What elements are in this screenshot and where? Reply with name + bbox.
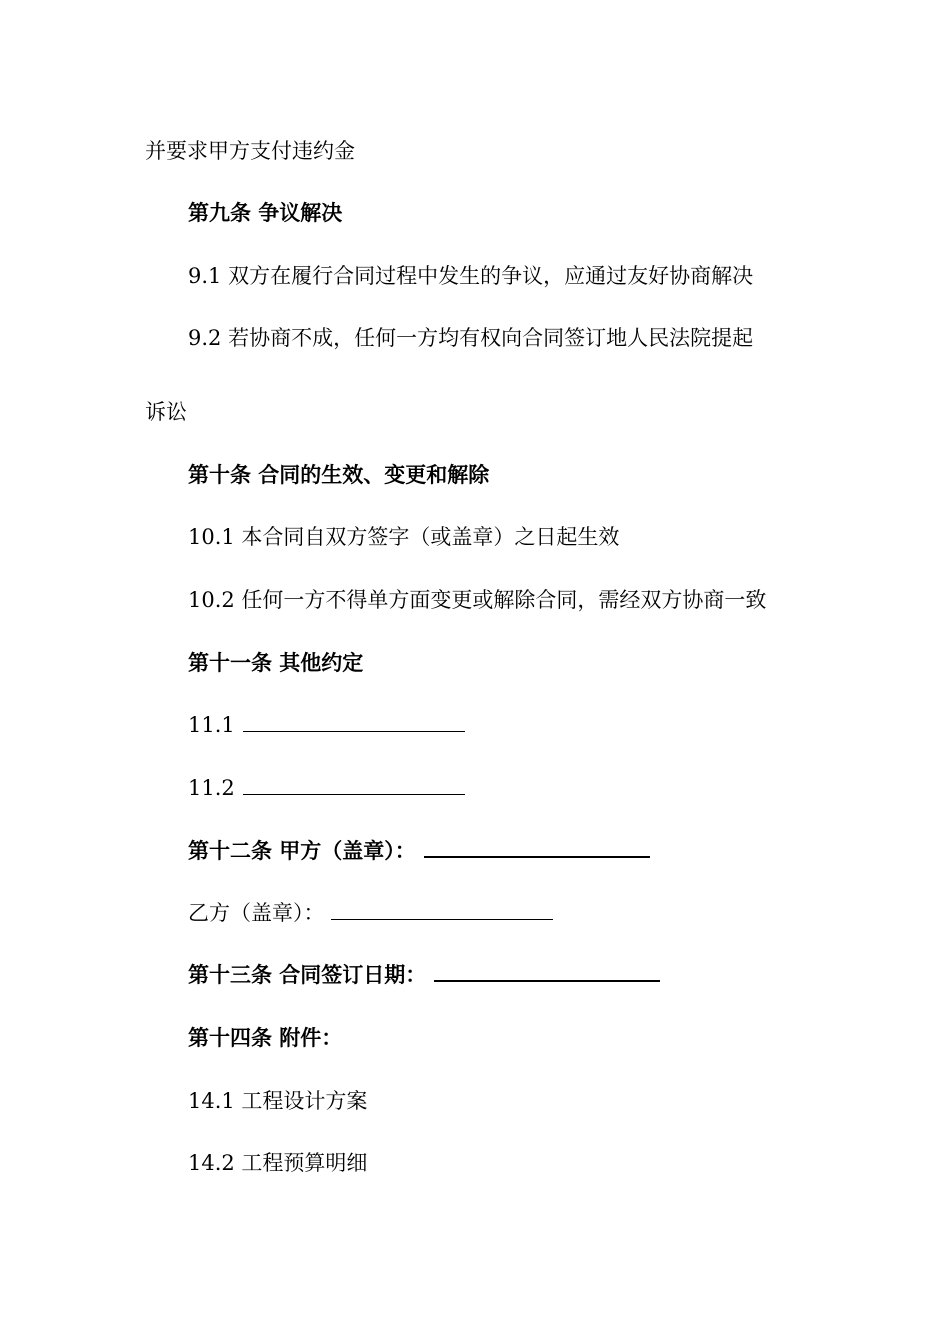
article-13-heading — [188, 960, 660, 990]
article-12-heading — [188, 836, 650, 866]
clause-11-1-blank-line — [243, 713, 465, 732]
clause-9-1: 9.1 双方在履行合同过程中发生的争议，应通过友好协商解决 — [188, 264, 754, 288]
signing-date-blank-line — [434, 962, 660, 982]
party-a-seal-label: 第十二条 甲方（盖章）： — [188, 839, 416, 863]
clause-14-1: 14.1 工程设计方案 — [188, 1089, 368, 1113]
party-a-seal-blank-line — [424, 838, 650, 858]
article-9-heading: 第九条 争议解决 — [188, 201, 343, 225]
clause-9-2-continuation: 诉讼 — [145, 400, 187, 424]
clause-14-2: 14.2 工程预算明细 — [188, 1151, 368, 1175]
party-b-seal-label: 乙方（盖章）： — [188, 901, 325, 925]
clause-11-1 — [188, 710, 465, 740]
clause-10-1: 10.1 本合同自双方签字（或盖章）之日起生效 — [188, 525, 620, 549]
article-14-heading: 第十四条 附件： — [188, 1026, 343, 1050]
clause-11-2-blank-line — [243, 776, 465, 795]
signing-date-label: 第十三条 合同签订日期： — [188, 963, 427, 987]
party-b-seal — [188, 898, 553, 928]
article-10-heading: 第十条 合同的生效、变更和解除 — [188, 463, 490, 487]
article-11-heading: 第十一条 其他约定 — [188, 651, 364, 675]
clause-11-2-number: 11.2 — [188, 776, 235, 800]
clause-11-1-number: 11.1 — [188, 713, 235, 737]
party-b-seal-blank-line — [331, 901, 553, 920]
clause-9-2: 9.2 若协商不成，任何一方均有权向合同签订地人民法院提起 — [188, 326, 754, 350]
clause-11-2 — [188, 773, 465, 803]
clause-10-2: 10.2 任何一方不得单方面变更或解除合同，需经双方协商一致 — [188, 588, 767, 612]
paragraph-continuation: 并要求甲方支付违约金 — [145, 139, 355, 163]
